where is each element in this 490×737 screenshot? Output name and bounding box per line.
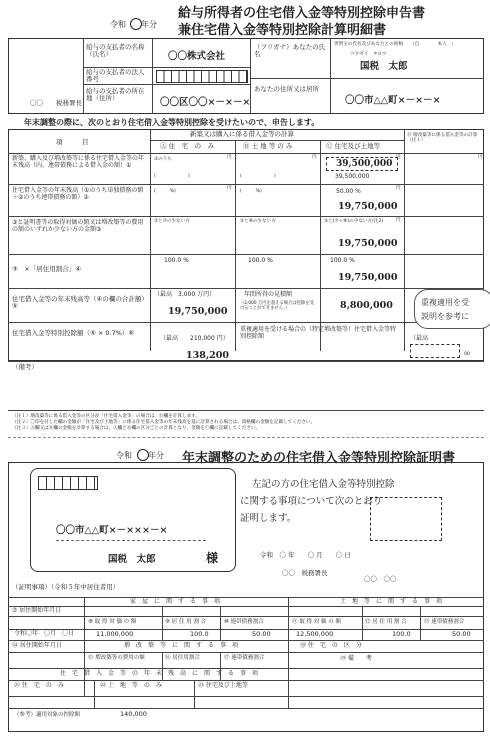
r3-b-hint: ②と⑧の少ない方 — [240, 219, 276, 224]
taxpayer-address-label: あなたの住所又は居所 — [254, 85, 319, 93]
cert-title: 年末調整のための住宅借入金等特別控除証明書 — [182, 451, 456, 466]
r1-a-paren: ( ) — [154, 174, 190, 179]
col-d-header: Ⓓ 増改築等に係る借入金等の計算（注１） — [407, 133, 478, 144]
taxpayer-address-value[interactable]: 〇〇市△△町×－×－× — [345, 95, 441, 106]
furigana-value[interactable]: コクゼイ タロウ — [350, 52, 387, 57]
r5-max: （最高 3,000 万円） — [154, 291, 216, 298]
yen-r3c: 円 — [396, 218, 401, 223]
yen-r2a: 円 — [227, 186, 232, 191]
row3-label: ③と証明書等の取得対価の額又は増改築等の費用の額のいずれか少ない方の金額③ — [12, 219, 144, 233]
yen-r1d: 円 — [478, 155, 483, 160]
note-2: （注２）〇印を付した欄の金額が「住宅及び土地等」に係る住宅借入金等の年末残高を基に計算される場合は、資格欄の金額を記載してください。 — [12, 420, 316, 425]
l-ratio-value: 100.0 — [392, 630, 411, 638]
yen-r1b: 円 — [312, 155, 317, 160]
r6-value[interactable]: 138,200 — [186, 350, 229, 361]
r1-a-hint: ②のうち — [154, 157, 172, 162]
cert-date: 令和 〇 年 〇 月 〇 日 — [260, 551, 351, 559]
row1-label: 新築、購入及び増改築等に係る住宅借入金等の年末残高（内、連帯債務による借入金の額）① — [12, 155, 145, 169]
row5-label: 住宅借入金等の年末残高等（④の欄の合計額）⑤ — [12, 295, 145, 311]
remarks-cert-label: ⑲ 備 考 — [340, 655, 372, 662]
cert-name: 国税 太郎 — [108, 554, 156, 565]
r5-mid-sub: （2,000 万円を超える場合は控除を受けることができません。） — [240, 301, 314, 311]
r5-value[interactable]: 19,750,000 — [168, 306, 228, 317]
intro-text: 年末調整の際に、次のとおり住宅借入金等特別控除を受けたいので、申告します。 — [24, 118, 320, 127]
callout-line2: 説明を参考に — [421, 312, 469, 321]
h-share-value: 50.00 — [252, 630, 271, 638]
form-title-line1: 給与所得者の住宅借入金等特別控除申告書 — [178, 6, 426, 21]
cut-line — [8, 437, 484, 438]
col-b-header: Ⓑ 土 地 等 の み — [243, 142, 293, 150]
r2-b-paren: ( %) — [240, 189, 262, 194]
reno-cost-label: ⑮ 増改築等の費用の額 — [88, 655, 145, 661]
cert-items-header: （証明事項）（令和５年中居住者用） — [12, 583, 120, 591]
cert-era: 令和 — [116, 451, 132, 460]
note-1: （注１）増改築等に係る借入金等の区分が「住宅借入金等」の場合は、Ⓓ欄を計算します。 — [12, 414, 200, 419]
balance-header: 住 宅 借 入 金 等 の 年 末 残 高 に 関 す る 事 項 — [60, 670, 259, 677]
house-type-label: ⑱ 住 宅 の 区 分 — [300, 642, 362, 649]
remarks-label: （備考） — [12, 363, 38, 371]
yen-r1c: 円 — [396, 155, 401, 160]
h-cost-value: 11,000,000 — [96, 630, 134, 638]
payer-name-value[interactable]: 〇〇株式会社 — [168, 51, 226, 62]
h-cost-label: ⑧ 取 得 対 価 の 額 — [88, 619, 137, 625]
reno-ratio-label: ⑯ 居住用割合 — [165, 655, 200, 661]
overlap-callout — [414, 289, 490, 329]
l-share-label: ⑬ 連帯債務割合 — [424, 619, 465, 625]
h-ratio-label: ⑨ 居 住 用 割 合 — [165, 619, 207, 625]
cert-body-2: に関する事項について次のとおり — [240, 496, 383, 507]
h-ratio-value: 100.0 — [190, 630, 209, 638]
house-header: 家 屋 に 関 す る 事 項 — [130, 598, 221, 605]
cert-body-1: 左記の方の住宅借入金等特別控除 — [252, 479, 395, 490]
r3-a-hint: ②と⑦の少ない方 — [154, 219, 190, 224]
reno-header: 増 改 築 等 に 関 す る 事 項 — [124, 642, 239, 649]
r4-c-pct[interactable]: 100.0 % — [330, 257, 355, 264]
payer-corp-no-label: 給与の支払者の法人番号 — [86, 68, 145, 84]
l-cost-value: 12,500,000 — [296, 630, 334, 638]
r6-right-unit: 00 — [464, 352, 470, 357]
r2-a-paren: ( %) — [154, 189, 176, 194]
col-c-header: Ⓒ 住宅及び土地等 — [326, 142, 381, 150]
reno-move-label: ⑭ 居住開始年月日 — [12, 642, 62, 649]
reno-share-label: ⑰ 連帯債務割合 — [224, 655, 265, 661]
year-label: 年分 — [141, 20, 157, 29]
r5-mid-label: 年間所得の見積額 — [244, 291, 293, 298]
l-share-value: 50.00 — [452, 630, 471, 638]
r6-right-max: （最高 — [410, 335, 429, 342]
r1-c-sub[interactable]: 39,500,000 — [335, 173, 370, 180]
tax-office-label: 〇〇 税務署長 — [30, 99, 82, 107]
bal-c: ㉓ 住宅及び土地等 — [198, 682, 248, 689]
r3-c-hint: ②と(⑦＋⑧)の少ない方(注2) — [324, 219, 384, 224]
r5-income[interactable]: 8,800,000 — [340, 300, 393, 311]
yen-r1a: 円 — [227, 155, 232, 160]
land-header: 土 地 等 に 関 す る 事 項 — [340, 598, 443, 605]
payer-name-label: 給与の支払者の名称（氏名） — [86, 43, 145, 59]
move-in-value: 令和〇年 〇月 〇日 — [14, 630, 75, 637]
r6-right-box[interactable] — [410, 344, 460, 358]
postal-code-boxes[interactable] — [38, 476, 98, 490]
cert-address: 〇〇市△△町×－×××－× — [56, 525, 168, 536]
cert-sama: 様 — [206, 551, 219, 565]
l-ratio-label: ⑫ 居 住 用 割 合 — [365, 619, 407, 625]
r1-c-value[interactable]: 39,500,000 — [336, 159, 393, 169]
h-share-label: ⑩ 連帯債務割合 — [224, 619, 264, 625]
r2-c-value[interactable]: 19,750,000 — [338, 201, 398, 212]
furigana-label: （フリガナ）あなたの氏名 — [254, 43, 326, 59]
r4-a-pct[interactable]: 100.0 % — [164, 257, 189, 264]
relation-value[interactable]: （自 本人 ） — [410, 42, 456, 47]
row2-label: 住宅借入金等の年末残高（①のうち単独債務の額＋②のうち連帯債務の額）② — [12, 187, 144, 201]
era-label: 令和 — [110, 20, 126, 29]
cert-office-seal: 〇〇 〇〇 — [364, 575, 397, 583]
relation-label: 世帯主の氏名及びあなたとの続柄 — [334, 42, 403, 47]
cert-body-3: 証明します。 — [240, 513, 297, 524]
r6-mid: 重複適用を受ける場合の（特定増改築等）住宅借入金等特別控除額 — [240, 326, 397, 340]
form-title-area — [0, 0, 490, 36]
col-a-header: Ⓐ 住 宅 の み — [160, 142, 215, 150]
r2-c-pct[interactable]: 50.00 % — [336, 188, 361, 195]
bal-b: ㉒ 土 地 等 の み — [100, 682, 162, 689]
move-in-label: ⑦ 居住開始年月日 — [12, 607, 62, 614]
row4-label: ③ ×「居住用割合」④ — [12, 265, 82, 273]
max-label: （参考）適用対象の控除額 — [14, 712, 81, 718]
yen-r2c: 円 — [396, 186, 401, 191]
bal-a: ㉑ 住 宅 の み — [14, 682, 64, 689]
max-value: 140,000 — [120, 710, 147, 718]
payer-address-label: 給与の支払者の所在地（住所） — [86, 87, 145, 103]
r6-max: （最高 210,000 円） — [160, 335, 229, 342]
col-item-header: 項 目 — [56, 138, 89, 146]
r4-b-pct[interactable]: 100.0 % — [248, 257, 273, 264]
r4-c-value[interactable]: 19,750,000 — [338, 272, 398, 283]
callout-line1: 重複適用を受 — [421, 298, 469, 307]
cert-year: 年分 — [148, 451, 164, 460]
r1-b-paren: ( ) — [240, 174, 276, 179]
corp-no-boxes[interactable] — [156, 70, 248, 83]
l-cost-label: ⑪ 取 得 対 価 の 額 — [292, 619, 341, 625]
taxpayer-name-value[interactable]: 国税 太郎 — [360, 61, 408, 72]
form-title-line2: 兼住宅借入金等特別控除計算明細書 — [178, 23, 387, 38]
cert-office: 〇〇 税務署長 — [282, 569, 328, 577]
col-new-header: 新築又は購入に係る借入金等の計算 — [190, 130, 294, 138]
r3-c-value[interactable]: 19,750,000 — [338, 238, 398, 249]
payer-address-value[interactable]: 〇〇区〇〇×－×－× — [160, 97, 251, 108]
seal-area — [370, 497, 442, 541]
row6-label: 住宅借入金等特別控除額（⑤ × 0.7%）⑥ — [12, 329, 135, 337]
note-3: （注３）Ⓐ欄又はⒷ欄の金額を計算する場合は、Ⓐ欄とⒷ欄の区分ごとの計算となり、金額をⒸ欄に記載してください。 — [12, 426, 261, 431]
